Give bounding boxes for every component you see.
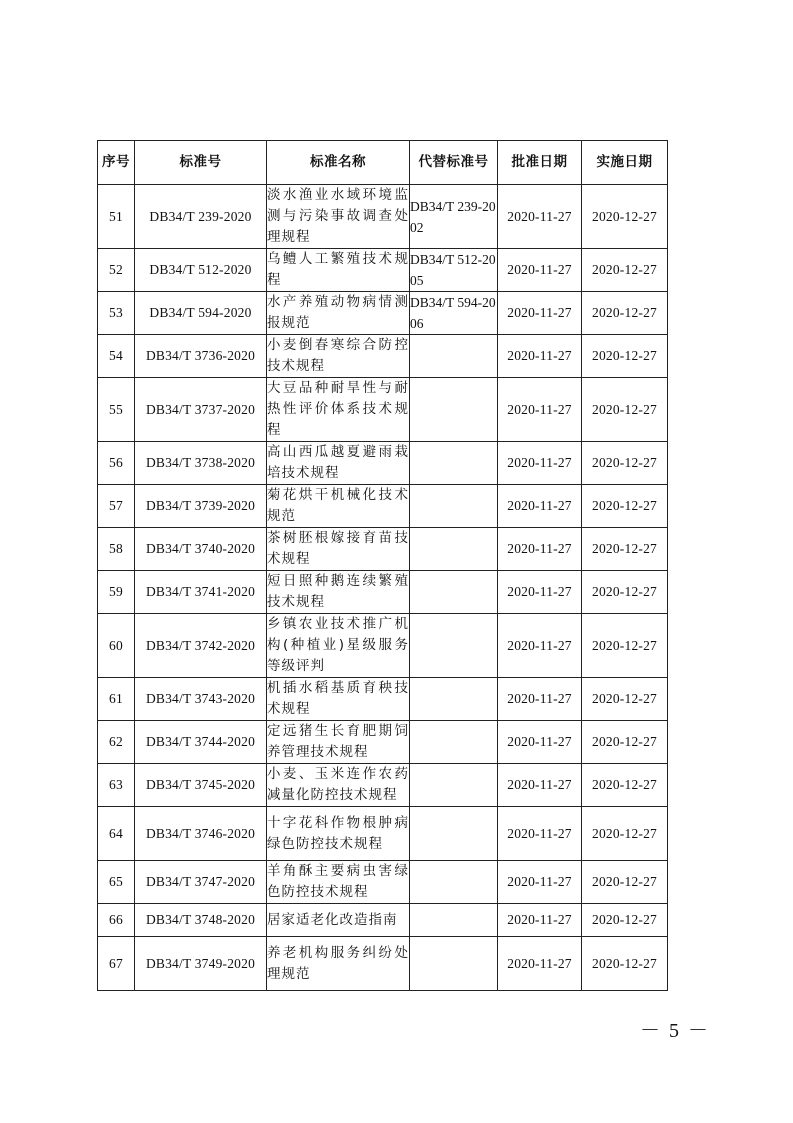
row-implementation-date: 2020-12-27 xyxy=(582,904,668,937)
table-row xyxy=(98,292,668,335)
row-seq: 66 xyxy=(98,904,135,937)
row-seq: 67 xyxy=(98,937,135,991)
row-replaced-standard: DB34/T 512-2005 xyxy=(410,249,498,292)
row-seq: 58 xyxy=(98,528,135,571)
row-standard-name: 定远猪生长育肥期饲养管理技术规程 xyxy=(267,721,410,764)
row-replaced-standard xyxy=(410,678,498,721)
row-standard-code: DB34/T 3744-2020 xyxy=(135,721,267,764)
row-standard-code: DB34/T 3745-2020 xyxy=(135,764,267,807)
table-row xyxy=(98,185,668,249)
row-implementation-date: 2020-12-27 xyxy=(582,378,668,442)
row-approval-date: 2020-11-27 xyxy=(498,721,582,764)
table-header-row xyxy=(98,141,668,185)
row-standard-name: 茶树胚根嫁接育苗技术规程 xyxy=(267,528,410,571)
row-implementation-date: 2020-12-27 xyxy=(582,571,668,614)
row-seq: 64 xyxy=(98,807,135,861)
table-row xyxy=(98,485,668,528)
row-approval-date: 2020-11-27 xyxy=(498,571,582,614)
row-replaced-standard: DB34/T 239-2002 xyxy=(410,185,498,249)
row-replaced-standard xyxy=(410,335,498,378)
row-standard-name: 小麦倒春寒综合防控技术规程 xyxy=(267,335,410,378)
table-row xyxy=(98,764,668,807)
row-seq: 55 xyxy=(98,378,135,442)
row-implementation-date: 2020-12-27 xyxy=(582,485,668,528)
row-standard-name: 高山西瓜越夏避雨栽培技术规程 xyxy=(267,442,410,485)
row-standard-code: DB34/T 3740-2020 xyxy=(135,528,267,571)
row-standard-code: DB34/T 3743-2020 xyxy=(135,678,267,721)
row-replaced-standard xyxy=(410,528,498,571)
table-row xyxy=(98,614,668,678)
row-approval-date: 2020-11-27 xyxy=(498,378,582,442)
table-row xyxy=(98,937,668,991)
row-approval-date: 2020-11-27 xyxy=(498,937,582,991)
row-approval-date: 2020-11-27 xyxy=(498,292,582,335)
row-standard-name: 养老机构服务纠纷处理规范 xyxy=(267,937,410,991)
row-approval-date: 2020-11-27 xyxy=(498,904,582,937)
row-implementation-date: 2020-12-27 xyxy=(582,807,668,861)
row-implementation-date: 2020-12-27 xyxy=(582,764,668,807)
row-standard-name: 十字花科作物根肿病绿色防控技术规程 xyxy=(267,807,410,861)
table-body xyxy=(98,185,668,991)
row-replaced-standard xyxy=(410,904,498,937)
row-approval-date: 2020-11-27 xyxy=(498,528,582,571)
row-seq: 60 xyxy=(98,614,135,678)
row-replaced-standard xyxy=(410,442,498,485)
row-implementation-date: 2020-12-27 xyxy=(582,937,668,991)
row-seq: 53 xyxy=(98,292,135,335)
table-row xyxy=(98,571,668,614)
table-row xyxy=(98,442,668,485)
row-standard-name: 短日照种鹅连续繁殖技术规程 xyxy=(267,571,410,614)
table-row xyxy=(98,678,668,721)
row-standard-name: 菊花烘干机械化技术规范 xyxy=(267,485,410,528)
header-standard-name: 标准名称 xyxy=(267,141,410,185)
row-seq: 61 xyxy=(98,678,135,721)
table-row xyxy=(98,904,668,937)
row-approval-date: 2020-11-27 xyxy=(498,442,582,485)
row-replaced-standard xyxy=(410,721,498,764)
row-seq: 57 xyxy=(98,485,135,528)
header-implementation-date: 实施日期 xyxy=(582,141,668,185)
table-row xyxy=(98,807,668,861)
header-seq: 序号 xyxy=(98,141,135,185)
row-replaced-standard xyxy=(410,485,498,528)
table-row xyxy=(98,528,668,571)
table-row xyxy=(98,861,668,904)
header-replaced-standard: 代替标准号 xyxy=(410,141,498,185)
row-standard-code: DB34/T 3741-2020 xyxy=(135,571,267,614)
row-standard-code: DB34/T 3742-2020 xyxy=(135,614,267,678)
row-standard-name: 水产养殖动物病情测报规范 xyxy=(267,292,410,335)
row-standard-name: 淡水渔业水域环境监测与污染事故调查处理规程 xyxy=(267,185,410,249)
row-standard-name: 居家适老化改造指南 xyxy=(267,904,410,937)
row-implementation-date: 2020-12-27 xyxy=(582,292,668,335)
row-standard-code: DB34/T 3737-2020 xyxy=(135,378,267,442)
row-standard-code: DB34/T 3738-2020 xyxy=(135,442,267,485)
row-seq: 54 xyxy=(98,335,135,378)
row-standard-code: DB34/T 3749-2020 xyxy=(135,937,267,991)
row-replaced-standard xyxy=(410,807,498,861)
row-seq: 56 xyxy=(98,442,135,485)
row-seq: 59 xyxy=(98,571,135,614)
header-standard-code: 标准号 xyxy=(135,141,267,185)
row-standard-code: DB34/T 3747-2020 xyxy=(135,861,267,904)
row-standard-code: DB34/T 512-2020 xyxy=(135,249,267,292)
row-approval-date: 2020-11-27 xyxy=(498,485,582,528)
row-approval-date: 2020-11-27 xyxy=(498,861,582,904)
row-standard-name: 羊角酥主要病虫害绿色防控技术规程 xyxy=(267,861,410,904)
row-approval-date: 2020-11-27 xyxy=(498,335,582,378)
standards-table xyxy=(97,140,668,991)
row-replaced-standard xyxy=(410,861,498,904)
row-approval-date: 2020-11-27 xyxy=(498,807,582,861)
row-standard-code: DB34/T 3736-2020 xyxy=(135,335,267,378)
row-implementation-date: 2020-12-27 xyxy=(582,678,668,721)
row-approval-date: 2020-11-27 xyxy=(498,764,582,807)
row-standard-code: DB34/T 3746-2020 xyxy=(135,807,267,861)
row-implementation-date: 2020-12-27 xyxy=(582,185,668,249)
row-replaced-standard xyxy=(410,764,498,807)
row-replaced-standard xyxy=(410,378,498,442)
page-number: － 5 － xyxy=(640,1020,710,1042)
row-standard-name: 机插水稻基质育秧技术规程 xyxy=(267,678,410,721)
row-implementation-date: 2020-12-27 xyxy=(582,614,668,678)
row-implementation-date: 2020-12-27 xyxy=(582,861,668,904)
row-replaced-standard xyxy=(410,614,498,678)
row-seq: 63 xyxy=(98,764,135,807)
row-seq: 62 xyxy=(98,721,135,764)
row-approval-date: 2020-11-27 xyxy=(498,678,582,721)
header-approval-date: 批准日期 xyxy=(498,141,582,185)
table-row xyxy=(98,721,668,764)
row-standard-code: DB34/T 3748-2020 xyxy=(135,904,267,937)
row-approval-date: 2020-11-27 xyxy=(498,249,582,292)
row-standard-code: DB34/T 594-2020 xyxy=(135,292,267,335)
row-standard-code: DB34/T 3739-2020 xyxy=(135,485,267,528)
row-replaced-standard xyxy=(410,571,498,614)
row-replaced-standard: DB34/T 594-2006 xyxy=(410,292,498,335)
row-standard-name: 乌鳢人工繁殖技术规程 xyxy=(267,249,410,292)
row-seq: 65 xyxy=(98,861,135,904)
row-standard-name: 乡镇农业技术推广机构(种植业)星级服务等级评判 xyxy=(267,614,410,678)
row-implementation-date: 2020-12-27 xyxy=(582,335,668,378)
table-row xyxy=(98,335,668,378)
row-approval-date: 2020-11-27 xyxy=(498,185,582,249)
row-implementation-date: 2020-12-27 xyxy=(582,528,668,571)
row-approval-date: 2020-11-27 xyxy=(498,614,582,678)
row-standard-name: 大豆品种耐旱性与耐热性评价体系技术规程 xyxy=(267,378,410,442)
row-replaced-standard xyxy=(410,937,498,991)
row-implementation-date: 2020-12-27 xyxy=(582,442,668,485)
row-seq: 51 xyxy=(98,185,135,249)
row-implementation-date: 2020-12-27 xyxy=(582,721,668,764)
row-implementation-date: 2020-12-27 xyxy=(582,249,668,292)
row-standard-name: 小麦、玉米连作农药减量化防控技术规程 xyxy=(267,764,410,807)
table-row xyxy=(98,378,668,442)
table-row xyxy=(98,249,668,292)
row-seq: 52 xyxy=(98,249,135,292)
row-standard-code: DB34/T 239-2020 xyxy=(135,185,267,249)
